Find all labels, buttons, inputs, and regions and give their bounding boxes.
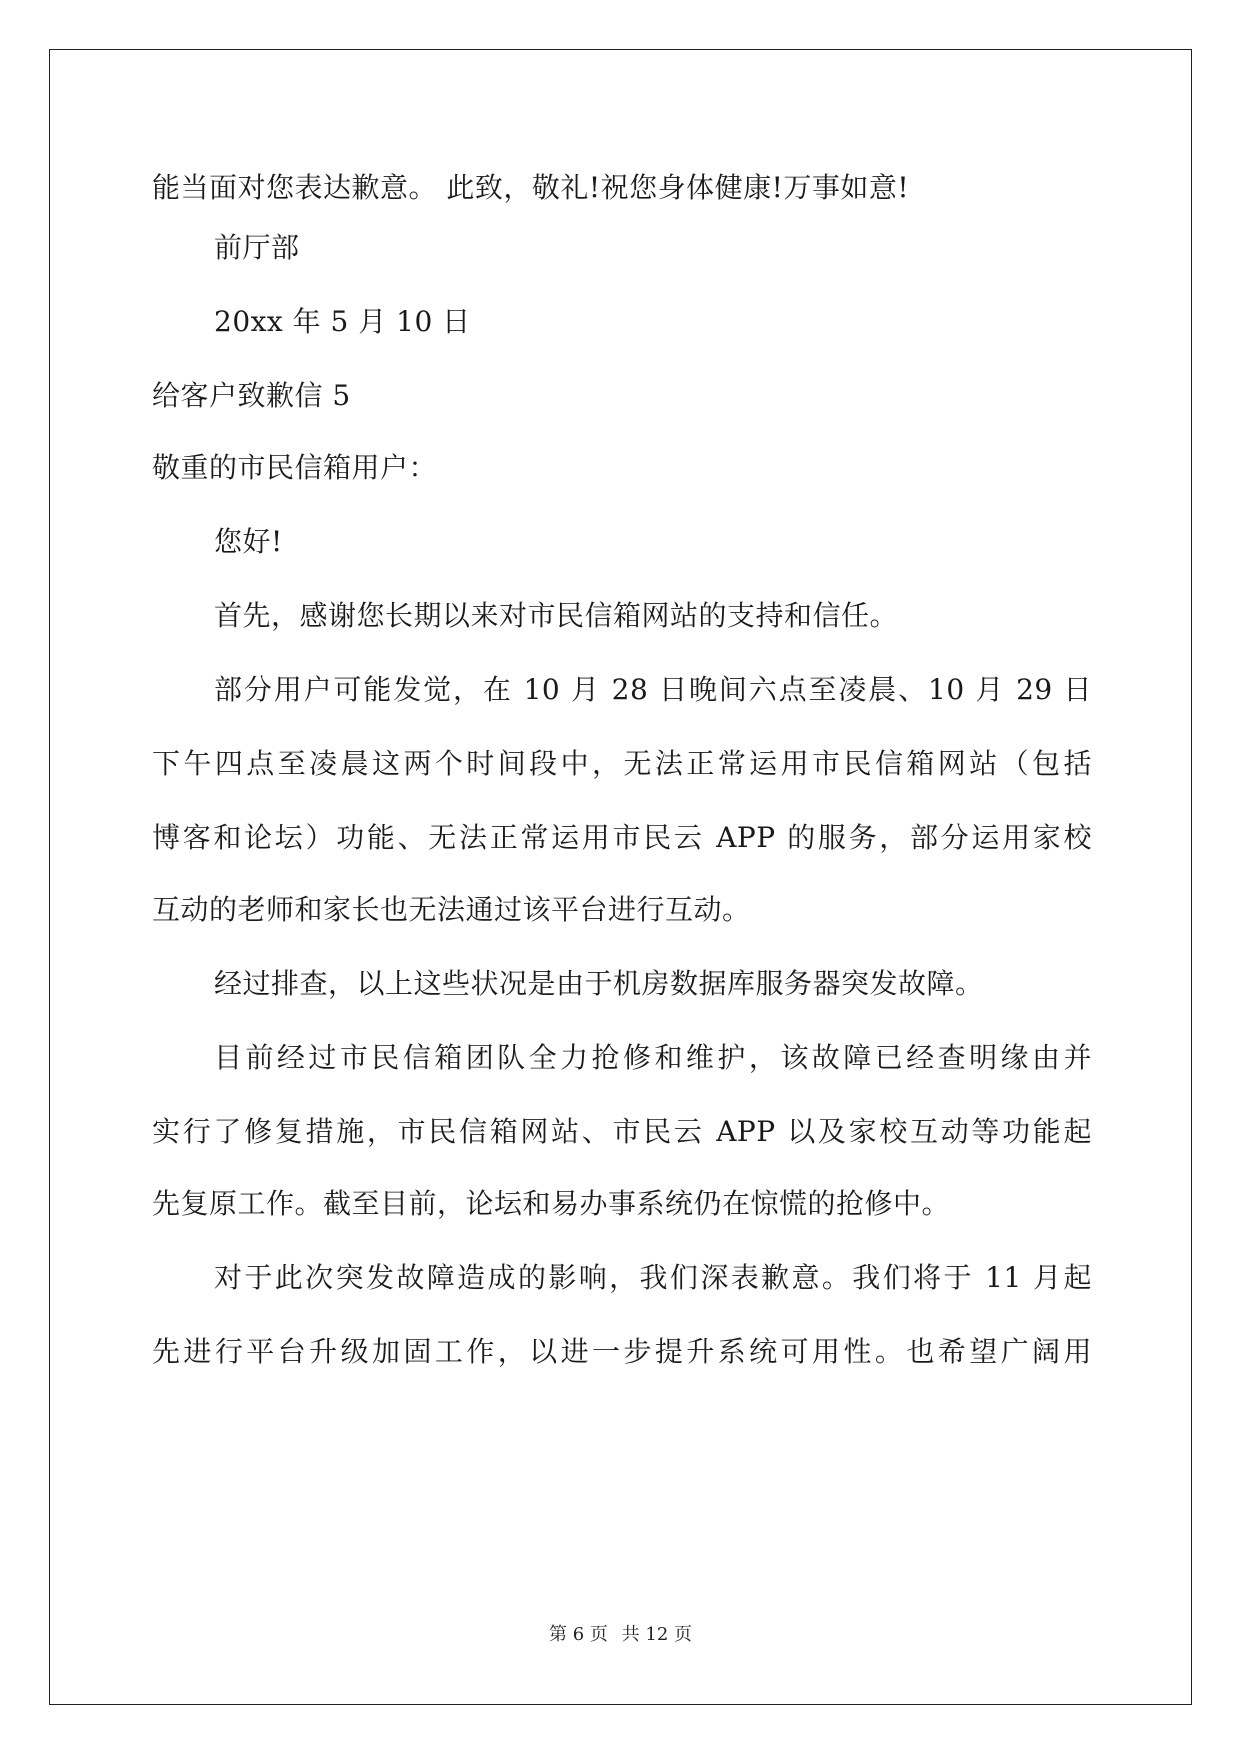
closing-line: 能当面对您表达歉意。 此致，敬礼!祝您身体健康!万事如意! [152, 171, 910, 204]
paragraph-line: 互动的老师和家长也无法通过该平台进行互动。 [152, 893, 751, 926]
greeting: 您好! [214, 525, 283, 558]
paragraph-line: 下午四点至凌晨这两个时间段中，无法正常运用市民信箱网站（包括 [152, 747, 1092, 780]
page-total: 共 12 页 [621, 1624, 692, 1645]
page-number: 第 6 页 [549, 1624, 608, 1645]
paragraph-line: 首先，感谢您长期以来对市民信箱网站的支持和信任。 [214, 599, 899, 632]
signature-date: 20xx 年 5 月 10 日 [214, 305, 471, 338]
paragraph-line: 部分用户可能发觉，在 10 月 28 日晚间六点至凌晨、10 月 29 日 [214, 673, 1092, 706]
signature-dept: 前厅部 [214, 231, 300, 264]
paragraph-line: 先复原工作。截至目前，论坛和易办事系统仍在惊慌的抢修中。 [152, 1187, 951, 1220]
paragraph-line: 目前经过市民信箱团队全力抢修和维护，该故障已经查明缘由并 [214, 1041, 1092, 1074]
salutation: 敬重的市民信箱用户： [152, 451, 438, 484]
paragraph-line: 实行了修复措施，市民信箱网站、市民云 APP 以及家校互动等功能起 [152, 1115, 1092, 1148]
paragraph-line: 经过排查，以上这些状况是由于机房数据库服务器突发故障。 [214, 967, 984, 1000]
page-border [49, 49, 1192, 1705]
letter-title: 给客户致歉信 5 [152, 379, 351, 412]
paragraph-line: 先进行平台升级加固工作，以进一步提升系统可用性。也希望广阔用 [152, 1335, 1092, 1368]
paragraph-line: 对于此次突发故障造成的影响，我们深表歉意。我们将于 11 月起 [214, 1261, 1092, 1294]
page-footer [0, 1620, 1241, 1646]
paragraph-line: 博客和论坛）功能、无法正常运用市民云 APP 的服务，部分运用家校 [152, 821, 1092, 854]
